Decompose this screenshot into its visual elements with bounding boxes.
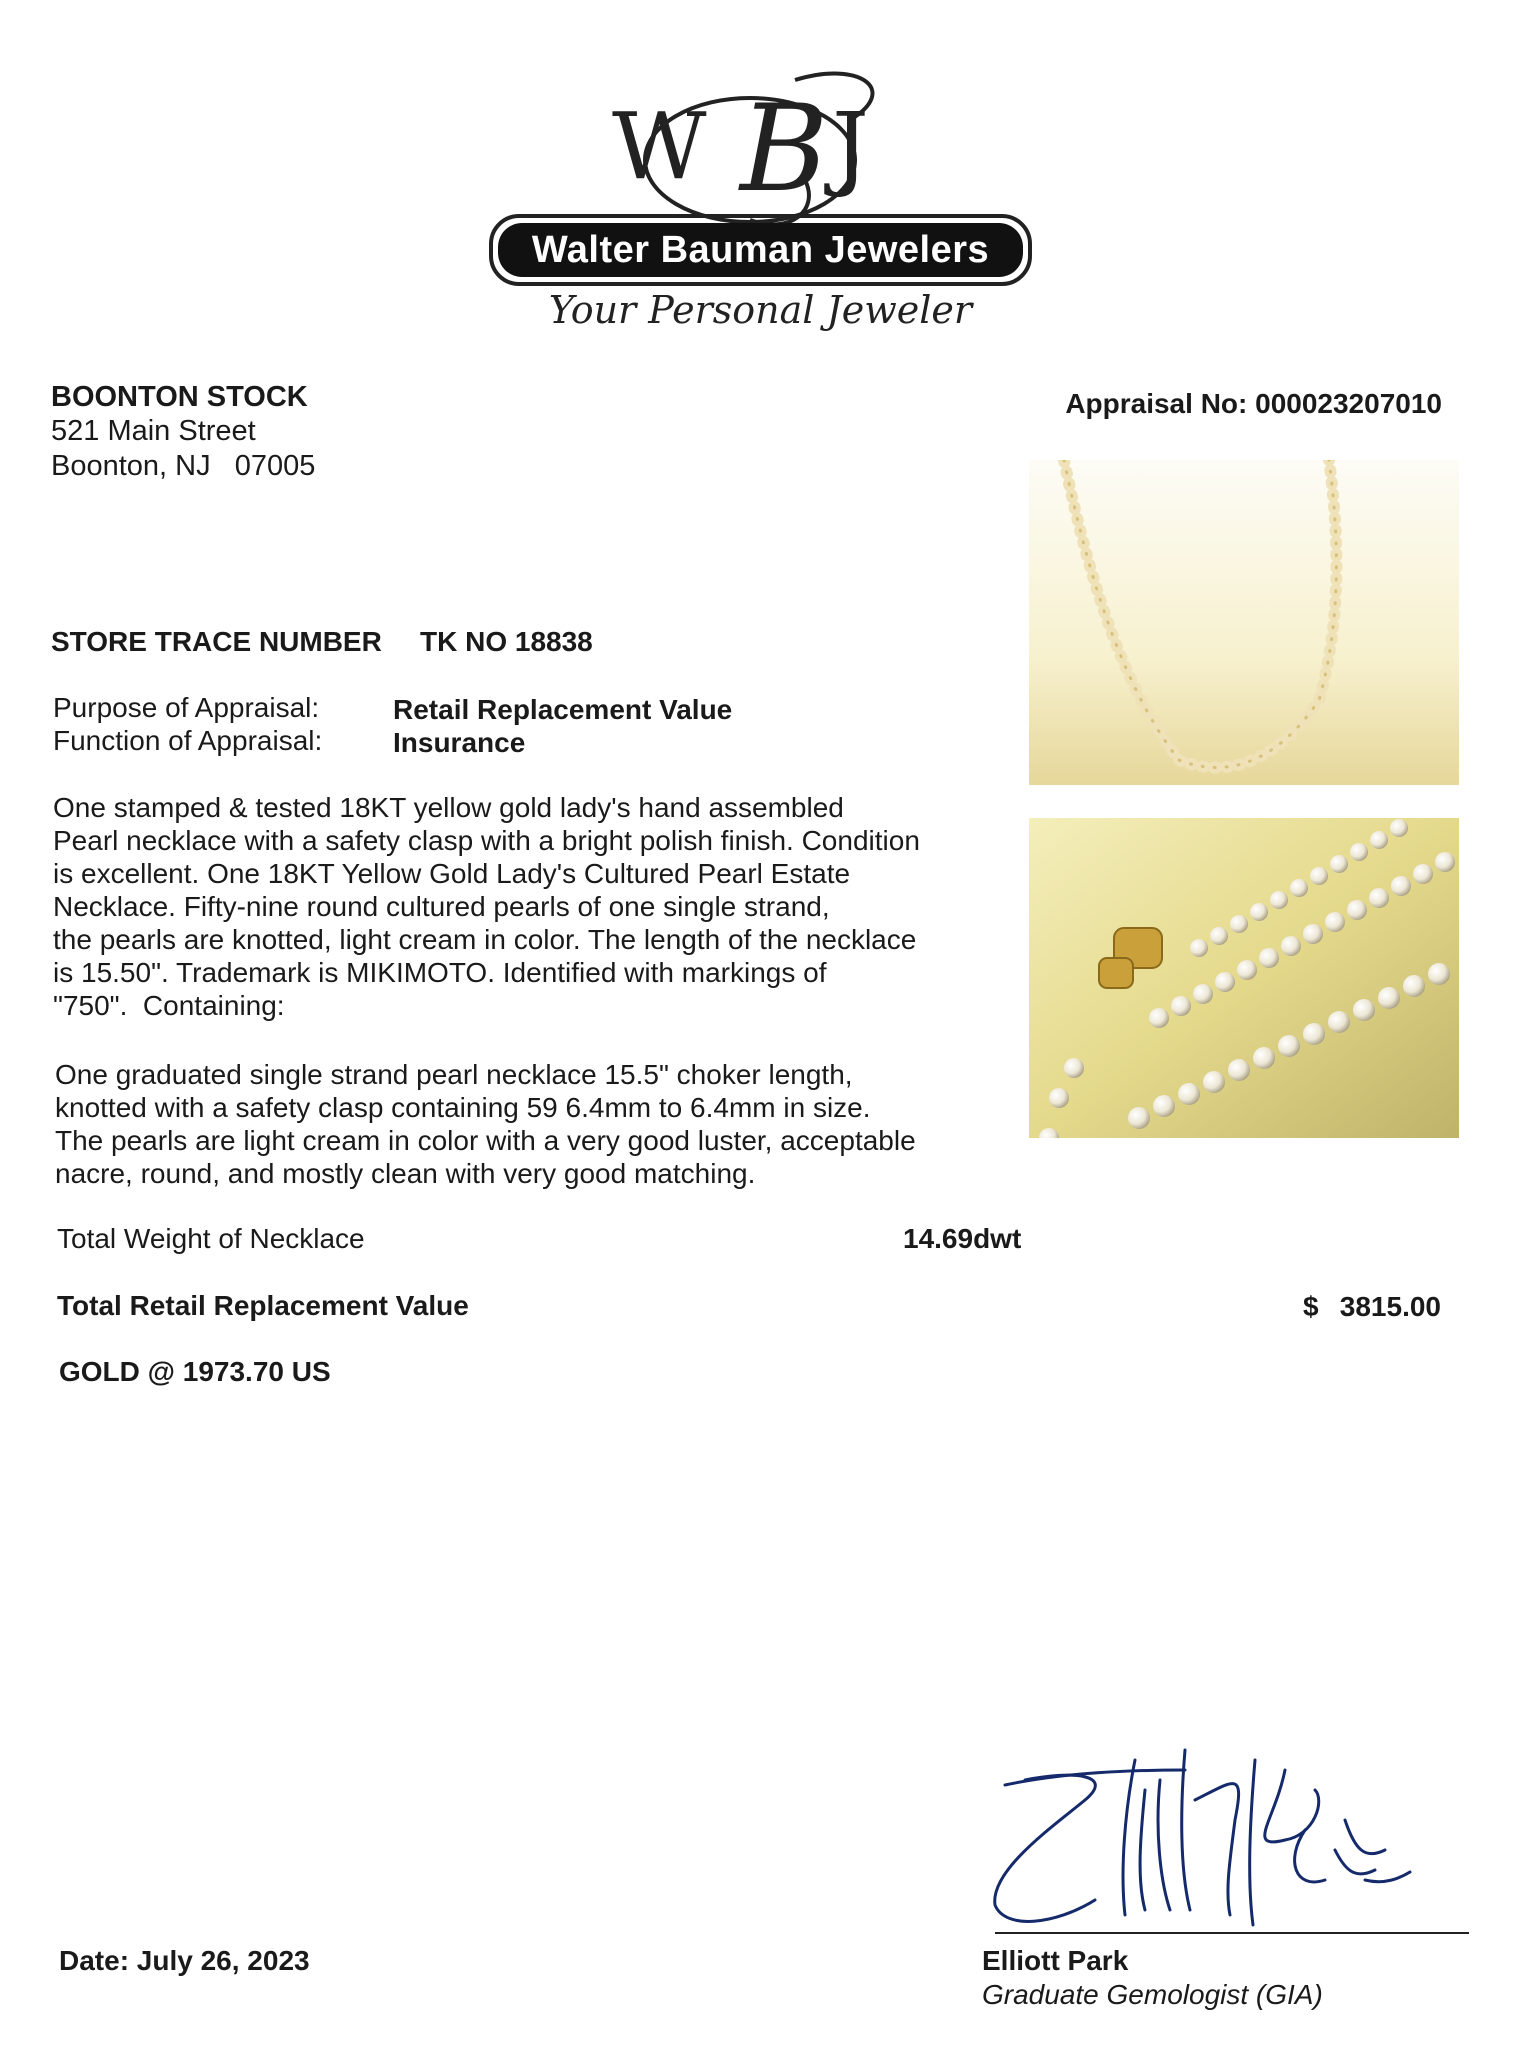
svg-text:W: W: [612, 93, 707, 200]
description-line: One stamped & tested 18KT yellow gold lady's hand assembled: [53, 792, 844, 823]
description-line: One graduated single strand pearl necklace 15.5" choker length,: [55, 1059, 853, 1090]
gold-price: GOLD @ 1973.70 US: [59, 1356, 331, 1387]
total-label: Total Retail Replacement Value: [57, 1290, 469, 1321]
date: [59, 1944, 310, 1978]
logo-banner-text: Walter Bauman Jewelers: [498, 223, 1023, 277]
description-line: "750". Containing:: [53, 990, 285, 1021]
necklace-photo-closeup: [1029, 818, 1459, 1138]
description-line: The pearls are light cream in color with a very good luster, acceptable: [55, 1125, 916, 1156]
function-value: Insurance: [393, 727, 526, 758]
date-label: Date:: [59, 1945, 130, 1976]
description-line: the pearls are knotted, light cream in color. The length of the necklace: [53, 924, 917, 955]
signer-title: Graduate Gemologist (GIA): [982, 1979, 1323, 2010]
description-line: is 15.50". Trademark is MIKIMOTO. Identified with markings of: [53, 957, 827, 988]
description-paragraph-2: [55, 1058, 1005, 1190]
store-trace-label: STORE TRACE NUMBER: [51, 626, 382, 657]
function-label: Function of Appraisal:: [53, 725, 323, 756]
signature-line: [995, 1932, 1469, 1934]
signer-name: Elliott Park: [982, 1945, 1129, 1976]
purpose-value: Retail Replacement Value: [393, 694, 733, 725]
description-line: Necklace. Fifty-nine round cultured pearls of one single strand,: [53, 891, 830, 922]
store-trace-value: TK NO 18838: [420, 626, 593, 657]
description-line: Pearl necklace with a safety clasp with a bright polish finish. Condition: [53, 825, 920, 856]
store-city: Boonton, NJ 07005: [51, 450, 316, 482]
purpose-label: Purpose of Appraisal:: [53, 692, 320, 723]
appraisal-number-label: Appraisal No:: [1065, 388, 1248, 419]
svg-text:B: B: [740, 80, 829, 219]
weight-value: 14.69dwt: [903, 1223, 1022, 1254]
store-name: BOONTON STOCK: [51, 381, 308, 413]
weight-label: Total Weight of Necklace: [57, 1223, 365, 1254]
total-value: 3815.00: [1339, 1291, 1441, 1322]
description-line: knotted with a safety clasp containing 59 6.4mm to 6.4mm in size.: [55, 1092, 871, 1123]
signature-image: [985, 1740, 1435, 1935]
logo-banner: [489, 214, 1032, 286]
appraisal-number-value: 000023207010: [1255, 388, 1442, 419]
date-value: July 26, 2023: [136, 1945, 310, 1976]
store-street: 521 Main Street: [51, 415, 256, 447]
description-line: nacre, round, and mostly clean with very good matching.: [55, 1158, 756, 1189]
necklace-photo-strand: [1029, 460, 1459, 785]
tagline: Your Personal Jeweler: [548, 288, 973, 332]
appraisal-number: [1065, 387, 1442, 421]
description-line: is excellent. One 18KT Yellow Gold Lady's Cultured Pearl Estate: [53, 858, 851, 889]
description-paragraph-1: [53, 791, 1003, 1022]
svg-text:J: J: [832, 93, 869, 200]
wbj-monogram-logo: [600, 60, 920, 230]
total-currency: $: [1303, 1291, 1319, 1322]
